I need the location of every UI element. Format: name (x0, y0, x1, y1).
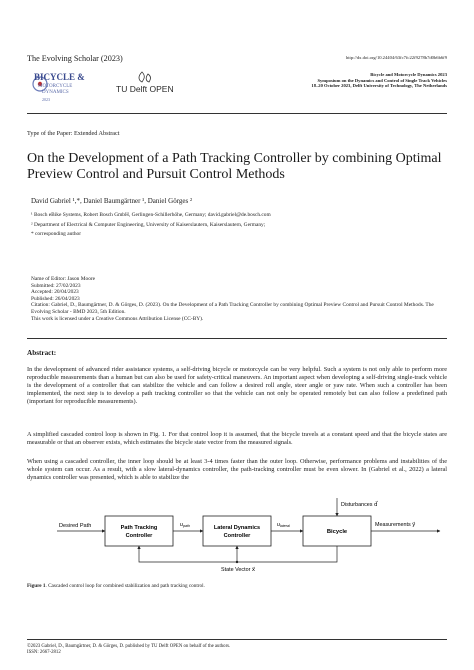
abstract-paragraph-3: When using a cascaded controller, the inner loop should be at least 3-4 times faster than the outer loop. Otherwise, performance problems and instabilities of the whole system can occur. As a result, with a slow lateral-dynamics controller, the path-tracking controller must be even slower. In (Gabriel et al., 2022) a lateral dynamics controller was presented, which is able to stabilize the (27, 458, 447, 482)
publication-metadata (31, 276, 446, 322)
tu-delft-open-logo (108, 70, 174, 102)
footer (27, 644, 230, 657)
issn-line: ISSN: 2667-2812 (27, 650, 61, 656)
caption-label: Figure 1 (27, 583, 46, 589)
conference-title: Bicycle and Motorcycle Dynamics 2023 (370, 72, 447, 77)
header-divider (27, 113, 447, 114)
conference-dates: 18–20 October 2023, Delft University of Technology, The Netherlands (311, 83, 447, 89)
figure-caption (27, 583, 447, 589)
editor: Name of Editor: Jason Moore (31, 276, 96, 282)
measurements-label: Measurements y⃗ (375, 522, 416, 528)
submitted-date: Submitted: 27/02/2023 (31, 282, 81, 289)
abstract-heading: Abstract: (27, 349, 57, 357)
affiliation-2: ² Department of Electrical & Computer Engineering, University of Kaiserslautern, Kaiserslautern, Germany; (31, 222, 266, 228)
tu-delft-open-text: TU Delft OPEN (116, 84, 174, 94)
affiliation-1: ¹ Bosch eBike Systems, Robert Bosch GmbH, Gerlingen-Schillerhöhe, Germany; david.gabriel@de.bosch.com (31, 212, 271, 218)
path-tracking-controller-block (105, 516, 173, 546)
feedback-junction (236, 561, 238, 563)
state-feedback-inner (237, 546, 337, 562)
u-lateral-label: ulateral (277, 522, 290, 528)
abstract-paragraph-1: In the development of advanced rider assistance systems, a self-driving bicycle or motorcycle can be very helpful. Such a system is not only able to perform more reproducible measurements than a human but can also be used for safety-critical maneuvers. An important aspect when developing a self-driving single-track vehicle is the development of a controller that can stabilize the vehicle and can follow a desired roll angle, steer angle or yaw rate. When such a controller has been implemented, the next step is to develop a path tracking controller so that the vehicle can not only be operated remotely but can also follow a predefined path (important for reproducible measurements). (27, 366, 447, 406)
block-diagram (55, 496, 445, 576)
paper-type: Type of the Paper: Extended Abstract (27, 130, 120, 137)
corresponding-note: * corresponding author (31, 231, 82, 237)
block1-label-line1: Path Tracking (120, 525, 158, 531)
state-feedback-outer (139, 546, 237, 562)
license: This work is licensed under a Creative Commons Attribution License (CC-BY). (31, 315, 204, 322)
lateral-dynamics-controller-block (203, 516, 271, 546)
block2-label-line1: Lateral Dynamics (213, 525, 261, 531)
footer-divider (27, 639, 447, 640)
logo-text: BICYCLE & MOTORCYCLE DYNAMICS 2023 (34, 72, 85, 102)
block3-label: Bicycle (326, 529, 348, 535)
desired-path-label: Desired Path (59, 523, 92, 529)
paper-title: On the Development of a Path Tracking Controller by combining Optimal Preview Control and Pursuit Control Methods (27, 151, 442, 183)
copyright-line: ©2023 Gabriel, D., Baumgärtner, D. & Görges, D. published by TU Delft OPEN on behalf of the authors. (27, 644, 231, 649)
author-list: David Gabriel ¹,*, Daniel Baumgärtner ¹, Daniel Görges ² (31, 197, 193, 205)
state-vector-label: State Vector x⃗ (221, 567, 256, 573)
disturbances-label: Disturbances d⃗ (341, 502, 378, 508)
block2-label-line2: Controller (223, 533, 251, 539)
u-path-label: upath (180, 522, 190, 528)
block1-label-line2: Controller (125, 533, 153, 539)
abstract-divider (27, 338, 447, 339)
bmd-logo (30, 70, 92, 102)
caption-text: . Cascaded control loop for combined stabilization and path tracking control. (45, 583, 205, 589)
citation: Citation: Gabriel, D., Baumgärtner, D. & Görges, D. (2023). On the Development of a Path Tracking Controller by combining Optimal Preview Control and Pursuit Control Methods. The Evolving Scholar - BMD 2023, 5th Edition. (31, 302, 434, 315)
published-date: Published: 26/04/2023 (31, 295, 80, 302)
journal-name: The Evolving Scholar (2023) (27, 54, 123, 63)
conference-subtitle: Symposium on the Dynamics and Control of Single Track Vehicles (317, 77, 447, 83)
conference-info (247, 72, 447, 89)
abstract-paragraph-2: A simplified cascaded control loop is shown in Fig. 1. For that control loop it is assumed, that the bicycle travels at a constant speed and that the bicycle states are measurable or that an observer exists, which estimates the bicycle state vector from the measured signals. (27, 431, 447, 447)
doi-link[interactable]: http://dx.doi.org/10.24404/63fc7fc22f9278b7d0b6b6f9 (345, 55, 447, 60)
accepted-date: Accepted: 20/04/2023 (31, 289, 79, 296)
